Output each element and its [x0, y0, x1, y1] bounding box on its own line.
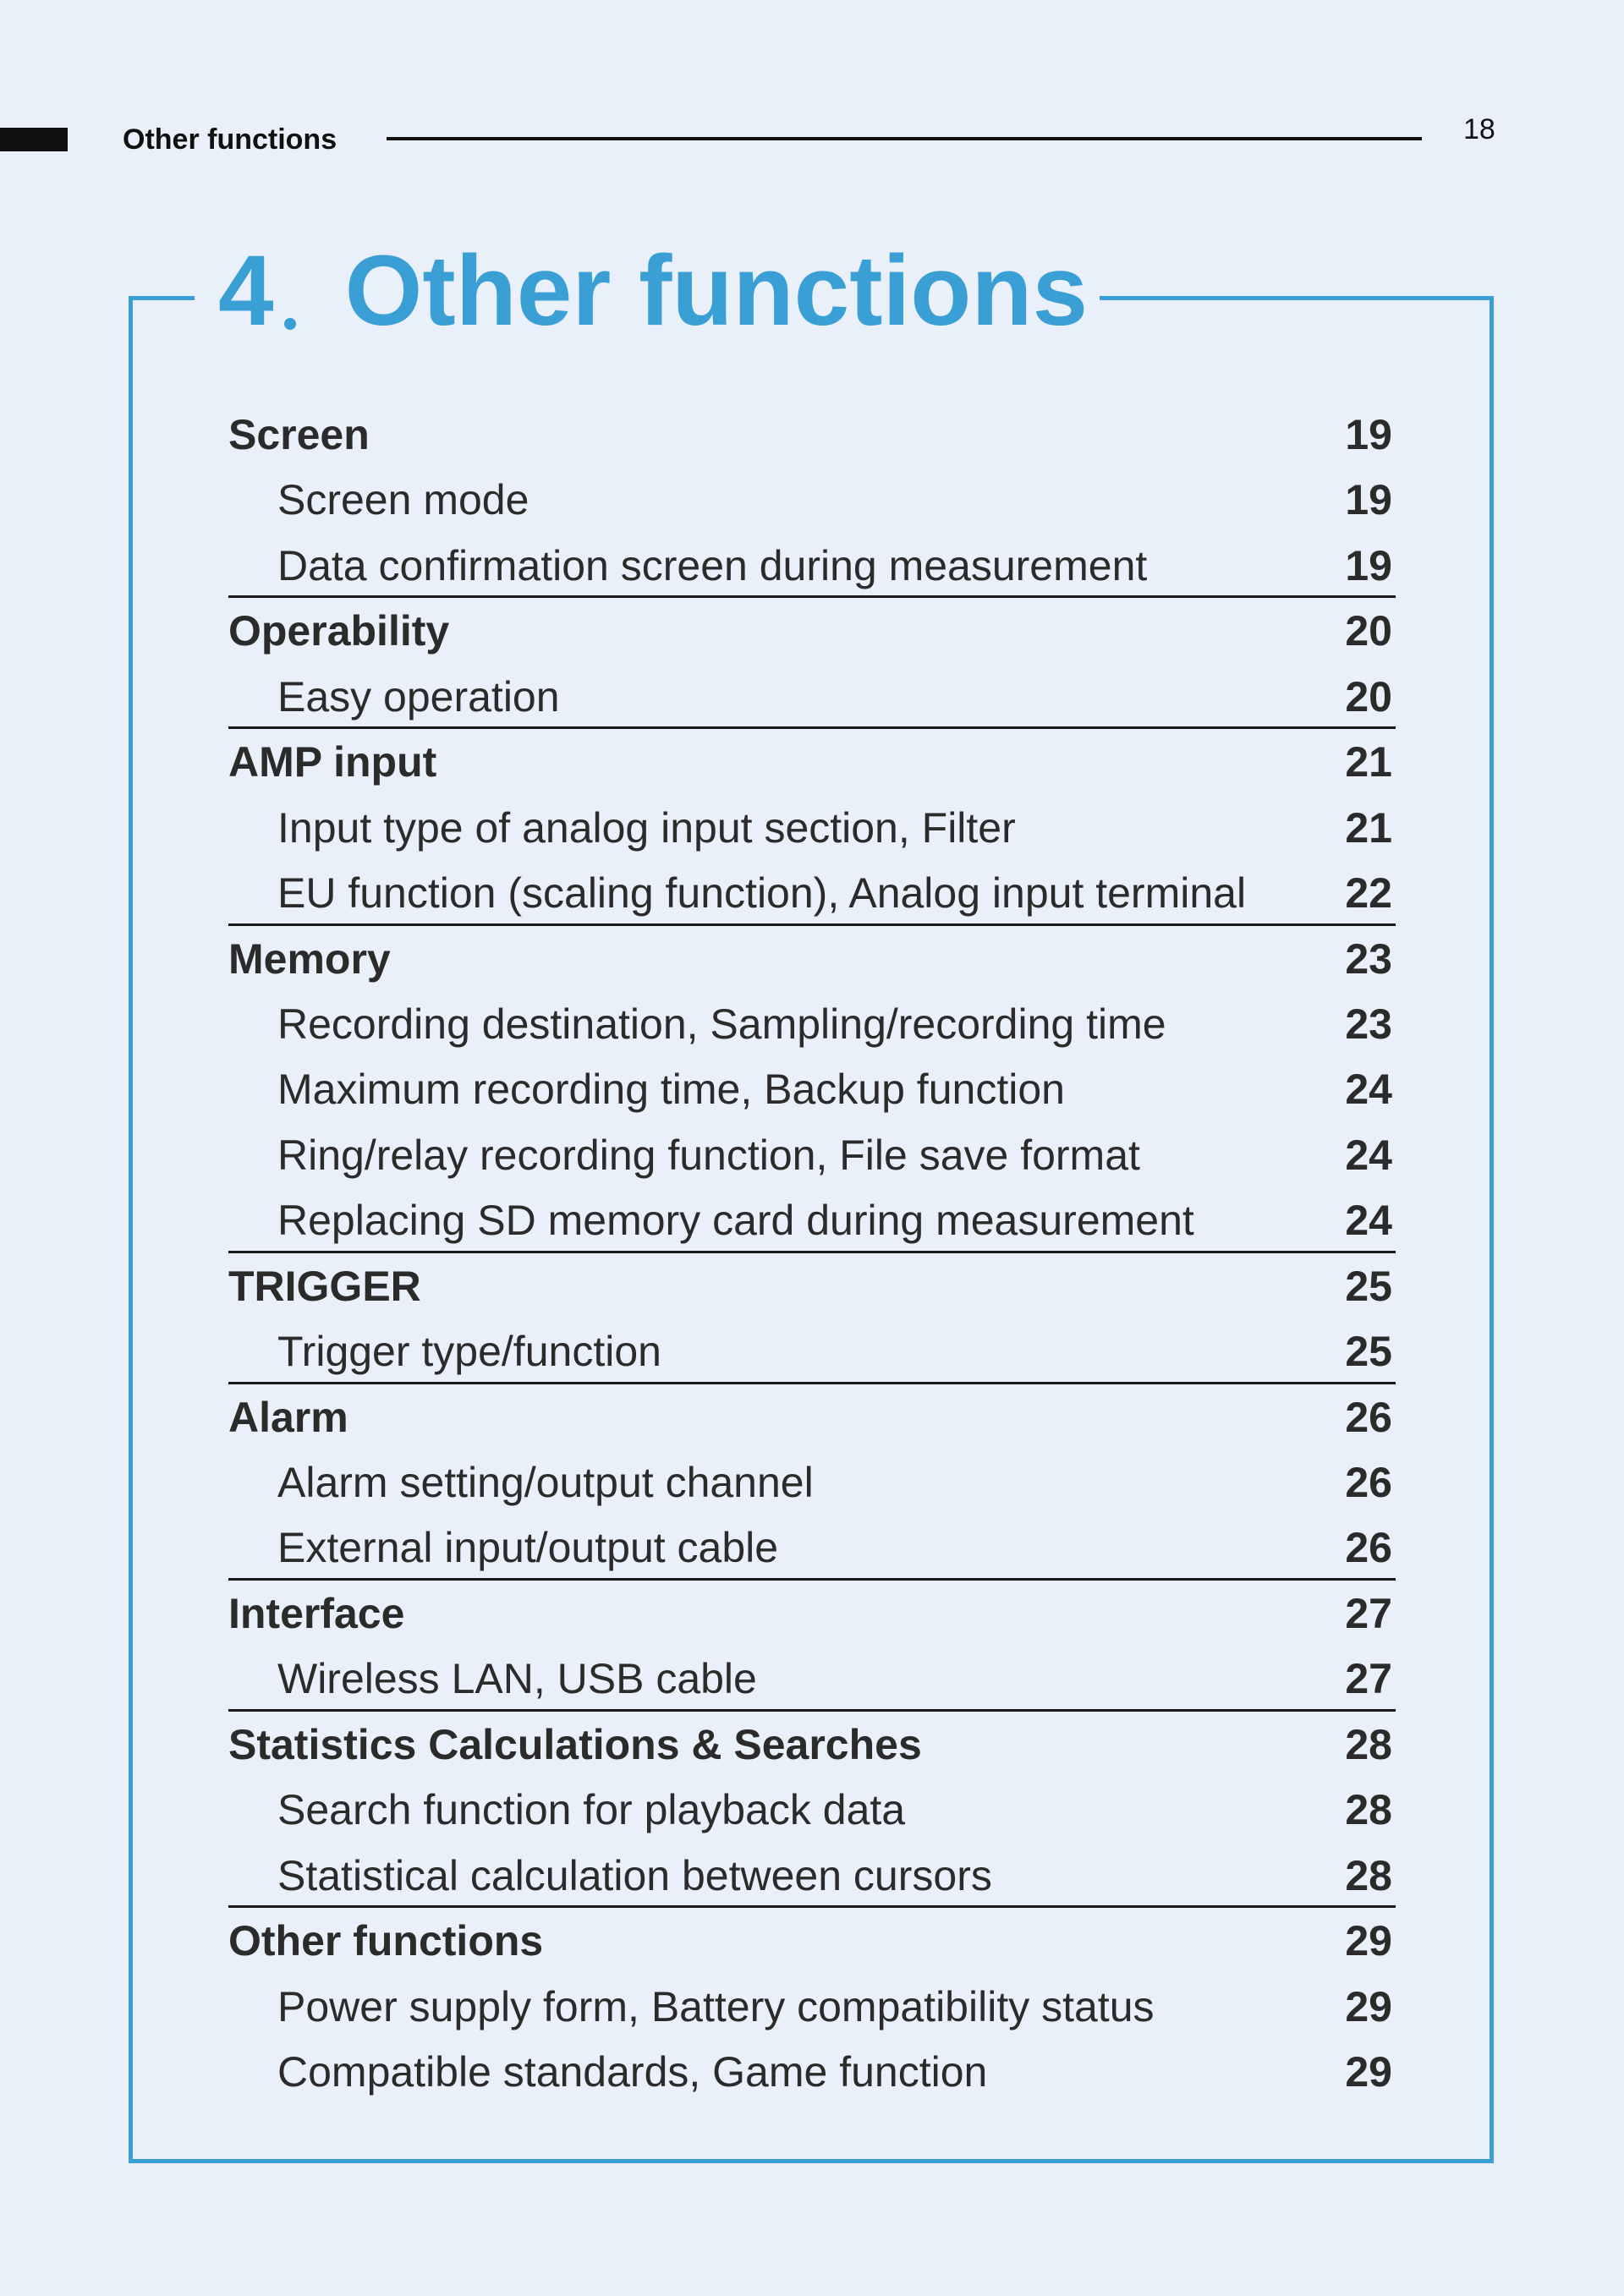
chapter-heading [218, 233, 1088, 348]
toc-entry-label: Memory [228, 934, 391, 983]
table-of-contents [228, 402, 1396, 2104]
toc-entry-page-number: 21 [1345, 738, 1392, 786]
toc-entry-page-number: 28 [1345, 1720, 1392, 1768]
toc-entry-label: EU function (scaling function), Analog input terminal [277, 869, 1247, 918]
toc-subsection-row[interactable] [228, 2039, 1396, 2104]
toc-subsection-row[interactable] [228, 664, 1396, 729]
toc-entry-label: Maximum recording time, Backup function [277, 1066, 1065, 1114]
toc-entry-label: TRIGGER [228, 1262, 421, 1310]
toc-subsection-row[interactable] [228, 860, 1396, 925]
toc-entry-page-number: 19 [1345, 411, 1392, 458]
toc-entry-label: Replacing SD memory card during measurement [277, 1197, 1194, 1245]
toc-entry-page-number: 21 [1345, 803, 1392, 852]
toc-entry-page-number: 24 [1345, 1066, 1392, 1114]
toc-section-row[interactable] [228, 1253, 1396, 1318]
toc-entry-page-number: 20 [1345, 607, 1392, 655]
toc-entry-label: Statistics Calculations & Searches [228, 1720, 922, 1768]
toc-section-row[interactable] [228, 402, 1396, 467]
toc-entry-label: Other functions [228, 1917, 544, 1965]
toc-subsection-row[interactable] [228, 1122, 1396, 1187]
toc-entry-page-number: 28 [1345, 1786, 1392, 1834]
toc-entry-label: Input type of analog input section, Filter [277, 803, 1016, 852]
toc-entry-page-number: 23 [1345, 1000, 1392, 1048]
toc-entry-page-number: 27 [1345, 1655, 1392, 1703]
toc-entry-page-number: 22 [1345, 869, 1392, 918]
toc-entry-label: Statistical calculation between cursors [277, 1851, 992, 1899]
toc-subsection-row[interactable] [228, 991, 1396, 1056]
toc-entry-page-number: 19 [1345, 541, 1392, 589]
toc-entry-page-number: 24 [1345, 1197, 1392, 1245]
toc-entry-page-number: 28 [1345, 1851, 1392, 1899]
header-rule [387, 137, 1422, 140]
toc-entry-label: Easy operation [277, 672, 560, 721]
toc-entry-label: AMP input [228, 738, 437, 786]
toc-subsection-row[interactable] [228, 1187, 1396, 1252]
toc-entry-page-number: 27 [1345, 1589, 1392, 1637]
toc-subsection-row[interactable] [228, 1777, 1396, 1842]
toc-entry-page-number: 25 [1345, 1328, 1392, 1376]
running-header-title: Other functions [123, 123, 337, 156]
toc-subsection-row[interactable] [228, 1646, 1396, 1711]
toc-subsection-row[interactable] [228, 1318, 1396, 1384]
toc-entry-label: Search function for playback data [277, 1786, 906, 1834]
toc-subsection-row[interactable] [228, 795, 1396, 860]
toc-entry-label: Wireless LAN, USB cable [277, 1655, 757, 1703]
toc-entry-label: Screen [228, 411, 370, 458]
toc-subsection-row[interactable] [228, 1843, 1396, 1908]
toc-entry-page-number: 25 [1345, 1262, 1392, 1310]
toc-entry-page-number: 29 [1345, 1917, 1392, 1965]
toc-entry-label: Alarm setting/output channel [277, 1459, 814, 1506]
toc-entry-label: External input/output cable [277, 1524, 779, 1572]
toc-entry-label: Screen mode [277, 476, 529, 524]
toc-entry-label: Operability [228, 607, 450, 655]
toc-section-row[interactable] [228, 1908, 1396, 1973]
toc-entry-page-number: 20 [1345, 672, 1392, 721]
toc-section-row[interactable] [228, 1384, 1396, 1449]
toc-subsection-row[interactable] [228, 533, 1396, 598]
toc-subsection-row[interactable] [228, 1515, 1396, 1580]
toc-entry-label: Data confirmation screen during measurement [277, 541, 1148, 589]
toc-entry-page-number: 19 [1345, 476, 1392, 524]
toc-subsection-row[interactable] [228, 467, 1396, 532]
toc-entry-page-number: 29 [1345, 2047, 1392, 2096]
chapter-number-dot [284, 318, 296, 330]
toc-subsection-row[interactable] [228, 1974, 1396, 2039]
toc-entry-label: Trigger type/function [277, 1328, 661, 1376]
toc-subsection-row[interactable] [228, 1056, 1396, 1121]
toc-entry-page-number: 29 [1345, 1982, 1392, 2030]
toc-section-row[interactable] [228, 1712, 1396, 1777]
toc-entry-page-number: 26 [1345, 1524, 1392, 1572]
page-number: 18 [1463, 113, 1495, 145]
toc-section-row[interactable] [228, 926, 1396, 991]
chapter-title: Other functions [344, 235, 1089, 347]
toc-entry-page-number: 26 [1345, 1459, 1392, 1506]
toc-entry-label: Alarm [228, 1393, 348, 1441]
toc-section-row[interactable] [228, 598, 1396, 663]
toc-section-row[interactable] [228, 729, 1396, 794]
toc-section-row[interactable] [228, 1581, 1396, 1646]
toc-subsection-row[interactable] [228, 1449, 1396, 1515]
toc-entry-label: Ring/relay recording function, File save format [277, 1131, 1140, 1179]
toc-entry-page-number: 23 [1345, 934, 1392, 983]
toc-entry-label: Compatible standards, Game function [277, 2047, 988, 2096]
toc-entry-label: Power supply form, Battery compatibility status [277, 1982, 1155, 2030]
chapter-number: 4 [218, 235, 274, 347]
toc-entry-page-number: 24 [1345, 1131, 1392, 1179]
header-marker [0, 128, 68, 151]
toc-entry-label: Interface [228, 1589, 405, 1637]
toc-entry-label: Recording destination, Sampling/recording time [277, 1000, 1166, 1048]
toc-entry-page-number: 26 [1345, 1393, 1392, 1441]
